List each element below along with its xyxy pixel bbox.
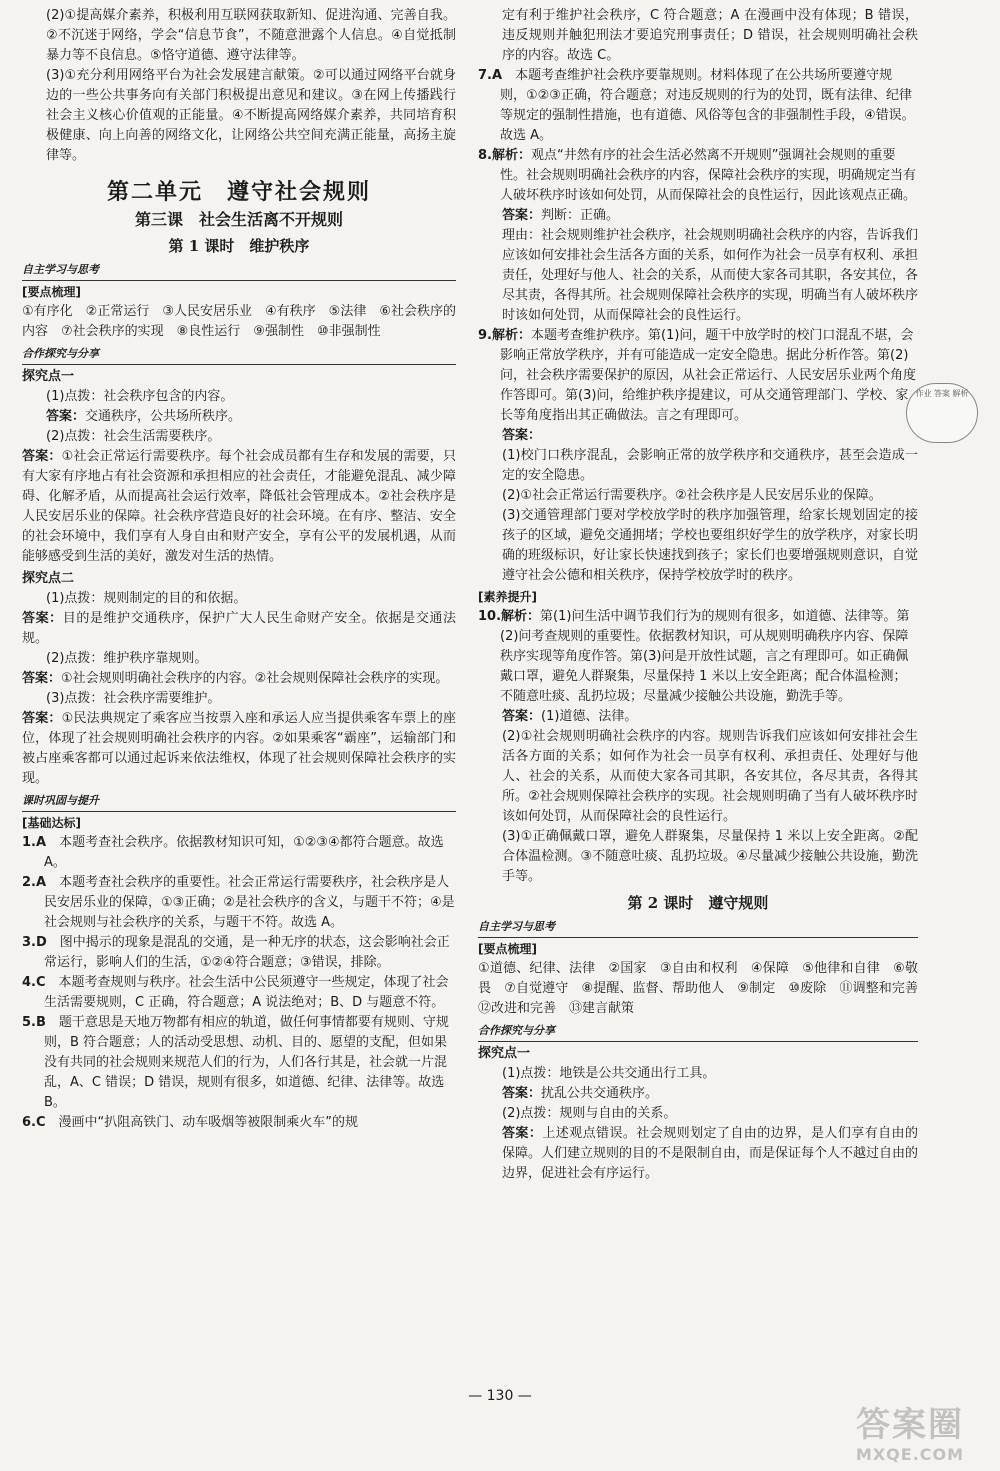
section-self-study: 自主学习与思考 — [22, 260, 456, 281]
answer: 答案：上述观点错误。社会规则划定了自由的边界，是人们享有自由的保障。人们建立规则的目的不是限制自由，而是保证每个人不越过自由的边界，促进社会有序运行。 — [502, 1126, 919, 1181]
intro-paragraph-2: (2)①提高媒介素养，积极利用互联网获取新知、促进沟通、完善自我。②不沉迷于网络，学会“信息节食”，不随意泄露个人信息。④自觉抵制暴力等不良信息。⑤恪守道德、遵守法律等。 — [46, 8, 456, 63]
hint: (1)点拨：地铁是公共交通出行工具。 — [502, 1066, 716, 1081]
key-points: ①道德、纪律、法律 ②国家 ③自由和权利 ④保障 ⑤他律和自律 ⑥敬畏 ⑦自觉遵守 ⑧提醒、监督、帮助他人 ⑨制定 ⑩废除 ⑪调整和完善 ⑫改进和完善 ⑬建言献策 — [478, 961, 932, 1016]
answer-item: 10.解析：第(1)问生活中调节我们行为的规则有很多，如道德、法律等。第(2)问考查规则的重要性。依据教材知识，可从规则明确秩序内容、保障秩序实现等角度作答。第(3)问是开放性试题，言之有理即可。如正确佩戴口罩，避免人群聚集，尽量保持 1 米以上安全距离；配合体温检测；不随意吐痰、乱扔垃圾；尽量减少接触公共设施，勤洗手等。 — [478, 609, 910, 704]
answer: (1)校门口秩序混乱，会影响正常的放学秩序和交通秩序，甚至会造成一定的安全隐患。 — [502, 448, 918, 483]
answer: (2)①社会规则明确社会秩序的内容。规则告诉我们应该如何安排社会生活各方面的关系；如何作为社会一员享有权利、承担责任、处理好与他人、社会的关系，从而使大家各司其职，各安其位，各尽其责，各得其所。②社会规则保障社会秩序的实现。社会规则明确了当有人破坏秩序时该如何处罚，从而保障社会的良性运行。 — [502, 729, 918, 824]
section-self-study: 自主学习与思考 — [478, 917, 918, 938]
unit-title: 第二单元 遵守社会规则 — [106, 179, 371, 205]
homework-stamp: 作业 答案 解析 — [906, 383, 978, 443]
intro-paragraph-3: (3)①充分利用网络平台为社会发展建言献策。②可以通过网络平台就身边的一些公共事务向有关部门积极提出意见和建议。③在网上传播践行社会主义核心价值观的正能量。④不断提高网络媒介素养，共同培育积极健康、向上向善的网络文化，让网络公共空间充满正能量，高扬主旋律等。 — [46, 68, 456, 163]
key-points-label: [要点梳理] — [22, 285, 81, 299]
answer-continuation: 定有利于维护社会秩序，C 符合题意；A 在漫画中没有体现；B 错误，违反规则并触犯刑法才要追究刑事责任；D 错误，社会规则明确社会秩序的内容。故选 C。 — [502, 8, 918, 63]
answer: 答案：扰乱公共交通秩序。 — [502, 1086, 659, 1101]
answer-item: 5.B 题干意思是天地万物都有相应的轨道，做任何事情都要有规则、守规则，B 符合题意；人的活动受思想、动机、目的、愿望的支配，但如果没有共同的社会规则来规范人们的行为，人们各行其是，社会就一片混乱，A、C 错误；D 错误，规则有很多，如道德、纪律、法律等。故选 B。 — [22, 1015, 449, 1110]
hint: (2)点拨：社会生活需要秩序。 — [46, 429, 221, 444]
left-column — [22, 6, 456, 1133]
answer-reason: 理由：社会规则维护社会秩序，社会规则明确社会秩序的内容，告诉我们应该如何安排社会生活各方面的关系，如何作为社会一员享有权利、承担责任，处理好与他人、社会的关系，从而使大家各司其职，各安其位，各尽其责，各得其所。社会规则保障社会秩序的实现，明确当有人破坏秩序时该如何处罚，从而保障社会的良性运行。 — [502, 228, 919, 323]
answer: (2)①社会正常运行需要秩序。②社会秩序是人民安居乐业的保障。 — [502, 488, 882, 503]
hint: (2)点拨：维护秩序靠规则。 — [46, 651, 208, 666]
key-points-label: [要点梳理] — [478, 942, 537, 956]
section-cooperation: 合作探究与分享 — [478, 1021, 918, 1042]
section-consolidation: 课时巩固与提升 — [22, 791, 456, 812]
answer: 答案：目的是维护交通秩序，保护广大人民生命财产安全。依据是交通法规。 — [22, 611, 456, 646]
answer-item: 4.C 本题考查规则与秩序。社会生活中公民须遵守一些规定，体现了社会生活需要规则，C 正确，符合题意；A 说法绝对；B、D 与题意不符。 — [22, 975, 449, 1010]
answer: (3)①正确佩戴口罩，避免人群聚集，尽量保持 1 米以上安全距离。②配合体温检测。③不随意吐痰、乱扔垃圾。④尽量减少接触公共设施，勤洗手等。 — [502, 829, 918, 884]
explore-point-2: 探究点二 — [22, 571, 75, 586]
answer-label: 答案： — [502, 428, 542, 443]
literacy-label: [素养提升] — [478, 590, 537, 604]
explore-point-1: 探究点一 — [478, 1046, 531, 1061]
answer: (3)交通管理部门要对学校放学时的秩序加强管理，给家长规划固定的接孩子的区域，避免交通拥堵；学校也要组织好学生的放学秩序，对家长明确的班级标识，好让家长快速找到孩子；家长们也要增强规则意识，自觉遵守社会公德和相关秩序，保持学校放学时的秩序。 — [502, 508, 919, 583]
period-2-title: 第 2 课时 遵守规则 — [627, 894, 769, 912]
answer: 答案：判断：正确。 — [502, 208, 620, 223]
answer-item: 9.解析：本题考查维护秩序。第(1)问，题干中放学时的校门口混乱不堪，会影响正常放学秩序，并有可能造成一定安全隐患。据此分析作答。第(2)问，社会秩序需要保护的原因，从社会正常运行、人民安居乐业两个角度作答即可。第(3)问，给维护秩序提建议，可从交通管理部门、学校、家长等角度指出其正确做法。言之有理即可。 — [478, 328, 917, 423]
basic-label: [基础达标] — [22, 816, 81, 830]
answer: 答案：交通秩序，公共场所秩序。 — [46, 409, 242, 424]
answer-item: 8.解析：观点“井然有序的社会生活必然离不开规则”强调社会规则的重要性。社会规则明确社会秩序的内容，保障社会秩序的实现，明确规定当有人破坏秩序时该如何处罚，从而保障社会的良性运行，因此该观点正确。 — [478, 148, 917, 203]
answer-item: 6.C 漫画中“扒阻高铁门、动车吸烟等被限制乘火车”的规 — [22, 1115, 359, 1130]
answer-item: 7.A 本题考查维护社会秩序要靠规则。材料体现了在公共场所要遵守规则，①②③正确，符合题意；对违反规则的行为的处罚，既有法律、纪律等规定的强制性措施，也有道德、风俗等包含的非强制性手段，④错误。故选 A。 — [478, 68, 915, 143]
answer-item: 1.A 本题考查社会秩序。依据教材知识可知，①②③④都符合题意。故选 A。 — [22, 835, 444, 870]
answer: 答案：①社会规则明确社会秩序的内容。②社会规则保障社会秩序的实现。 — [22, 671, 449, 686]
period-title: 第 1 课时 维护秩序 — [168, 237, 310, 255]
right-column — [478, 6, 932, 1184]
answer: 答案：①社会正常运行需要秩序。每个社会成员都有生存和发展的需要，只有大家有序地占有社会资源和承担相应的社会责任，才能避免混乱、减少障碍、化解矛盾，从而提高社会运行效率，降低社会管理成本。②社会秩序是人民安居乐业的保障。社会秩序营造良好的社会环境。在有序、整洁、安全的社会环境中，我们享有人身自由和财产安全，享有公平的发展机遇，从而能够感受到生活的美好，激发对生活的热情。 — [22, 449, 456, 564]
hint: (1)点拨：社会秩序包含的内容。 — [46, 389, 234, 404]
answer: 答案：(1)道德、法律。 — [502, 709, 638, 724]
key-points: ①有序化 ②正常运行 ③人民安居乐业 ④有秩序 ⑤法律 ⑥社会秩序的内容 ⑦社会秩序的实现 ⑧良性运行 ⑨强制性 ⑩非强制性 — [22, 304, 456, 339]
section-cooperation: 合作探究与分享 — [22, 344, 456, 365]
hint: (3)点拨：社会秩序需要维护。 — [46, 691, 221, 706]
explore-point-1: 探究点一 — [22, 369, 75, 384]
lesson-title: 第三课 社会生活离不开规则 — [134, 210, 343, 229]
answer-item: 3.D 图中揭示的现象是混乱的交通，是一种无序的状态，这会影响社会正常运行，影响人们的生活，①②④符合题意；③错误，排除。 — [22, 935, 450, 970]
page-number: — 130 — — [468, 1388, 532, 1404]
answer-item: 2.A 本题考查社会秩序的重要性。社会正常运行需要秩序，社会秩序是人民安居乐业的保障，①③正确；②是社会秩序的含义，与题干不符；④是社会规则与社会秩序的关系，与题干不符。故选 A。 — [22, 875, 455, 930]
hint: (1)点拨：规则制定的目的和依据。 — [46, 591, 247, 606]
answer: 答案：①民法典规定了乘客应当按票入座和承运人应当提供乘客车票上的座位，体现了社会规则明确社会秩序的内容。②如果乘客“霸座”，运输部门和被占座乘客都可以通过起诉来依法维权，体现了社会规则保障社会秩序的实现。 — [22, 711, 456, 786]
hint: (2)点拨：规则与自由的关系。 — [502, 1106, 677, 1121]
watermark-logo: 答案圈 MXQE.COM — [855, 1405, 965, 1464]
